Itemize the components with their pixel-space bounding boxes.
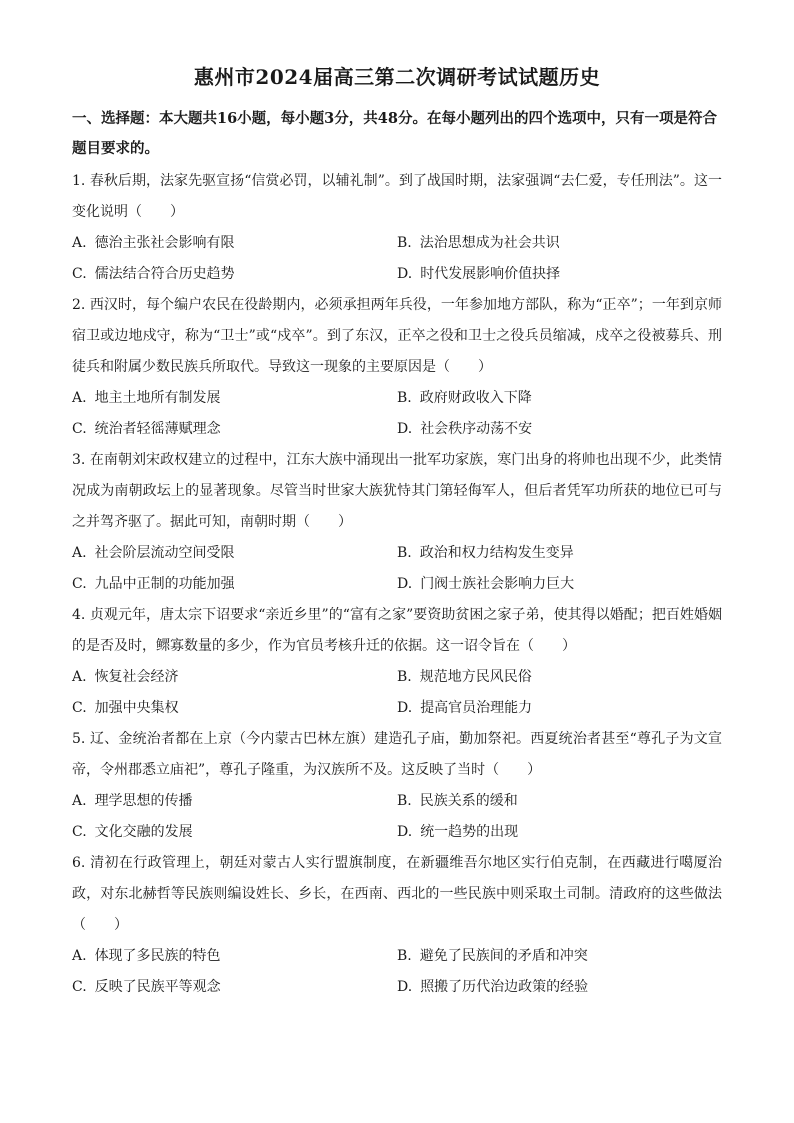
question-stem: 4. 贞观元年，唐太宗下诏要求“亲近乡里”的“富有之家”要资助贫困之家子弟，使其得以婚配；把百姓婚姻的是否及时，鳏寡数量的多少，作为官员考核升迁的依据。这一诏令旨在（ ）: [72, 607, 722, 654]
answer-options: [72, 228, 722, 290]
answer-options: [72, 941, 722, 1003]
option-text: 政治和权力结构发生变异: [419, 545, 574, 561]
question-3: [72, 445, 722, 600]
option-text: 理学思想的传播: [94, 793, 193, 809]
question-stem: 2. 西汉时，每个编户农民在役龄期内，必须承担两年兵役，一年参加地方部队，称为“正卒”；一年到京师宿卫或边地戍守，称为“卫士”或“戍卒”。到了东汉，正卒之役和卫士之役兵员缩减，戍卒之役被募兵、刑徒兵和附属少数民族兵所取代。导致这一现象的主要原因是（ ）: [72, 297, 722, 375]
answer-option: [72, 383, 397, 414]
option-letter: D.: [397, 266, 413, 282]
option-letter: B.: [397, 390, 412, 406]
option-letter: A.: [72, 235, 87, 251]
answer-option: [397, 538, 722, 569]
answer-option: [72, 228, 397, 259]
answer-options: [72, 383, 722, 445]
option-text: 统一趋势的出现: [420, 824, 519, 840]
section-header: 一、选择题：本大题共16小题，每小题3分，共48分。在每小题列出的四个选项中，只有一项是符合题目要求的。: [72, 110, 717, 157]
option-letter: D.: [397, 979, 413, 995]
page-title: 惠州市2024届高三第二次调研考试试题历史: [193, 65, 601, 89]
option-text: 恢复社会经济: [94, 669, 179, 685]
answer-options: [72, 538, 722, 600]
option-text: 德治主张社会影响有限: [94, 235, 235, 251]
option-text: 社会秩序动荡不安: [420, 421, 533, 437]
question-4: [72, 600, 722, 724]
option-letter: C.: [72, 979, 87, 995]
option-text: 照搬了历代治边政策的经验: [420, 979, 589, 995]
answer-option: [397, 383, 722, 414]
option-text: 时代发展影响价值抉择: [420, 266, 561, 282]
option-text: 门阀士族社会影响力巨大: [420, 576, 575, 592]
answer-option: [397, 569, 722, 600]
answer-option: [72, 972, 397, 1003]
option-text: 地主土地所有制发展: [94, 390, 221, 406]
option-text: 社会阶层流动空间受限: [94, 545, 235, 561]
option-text: 加强中央集权: [94, 700, 179, 716]
option-text: 避免了民族间的矛盾和冲突: [419, 948, 588, 964]
option-letter: C.: [72, 421, 87, 437]
option-text: 儒法结合符合历史趋势: [94, 266, 235, 282]
question-stem: 3. 在南朝刘宋政权建立的过程中，江东大族中涌现出一批军功家族，寒门出身的将帅也出现不少，此类情况成为南朝政坛上的显著现象。尽管当时世家大族犹恃其门第轻侮军人，但后者凭军功所获的地位已可与之并驾齐驱了。据此可知，南朝时期（ ）: [72, 452, 722, 530]
answer-option: [397, 941, 722, 972]
option-letter: A.: [72, 793, 87, 809]
exam-page: [72, 62, 722, 1003]
option-text: 体现了多民族的特色: [94, 948, 221, 964]
option-text: 民族关系的缓和: [419, 793, 518, 809]
option-letter: C.: [72, 576, 87, 592]
option-letter: A.: [72, 948, 87, 964]
answer-option: [397, 786, 722, 817]
answer-option: [397, 259, 722, 290]
answer-option: [397, 693, 722, 724]
answer-options: [72, 786, 722, 848]
question-2: [72, 290, 722, 445]
option-letter: D.: [397, 700, 413, 716]
option-letter: C.: [72, 824, 87, 840]
question-stem: 1. 春秋后期，法家先驱宣扬“信赏必罚，以辅礼制”。到了战国时期，法家强调“去仁爱，专任刑法”。这一变化说明（ ）: [72, 173, 722, 220]
option-letter: A.: [72, 545, 87, 561]
question-list: [72, 166, 722, 1003]
option-letter: D.: [397, 824, 413, 840]
answer-option: [72, 414, 397, 445]
option-letter: B.: [397, 235, 412, 251]
option-letter: C.: [72, 700, 87, 716]
answer-option: [72, 817, 397, 848]
question-1: [72, 166, 722, 290]
option-letter: D.: [397, 576, 413, 592]
option-text: 反映了民族平等观念: [94, 979, 221, 995]
option-text: 政府财政收入下降: [419, 390, 532, 406]
answer-option: [397, 817, 722, 848]
question-stem: 5. 辽、金统治者都在上京（今内蒙古巴林左旗）建造孔子庙，勤加祭祀。西夏统治者甚至“尊孔子为文宣帝，令州郡悉立庙祀”，尊孔子隆重，为汉族所不及。这反映了当时（ ）: [72, 731, 722, 778]
question-5: [72, 724, 722, 848]
question-6: [72, 848, 722, 1003]
answer-option: [72, 259, 397, 290]
question-stem: 6. 清初在行政管理上，朝廷对蒙古人实行盟旗制度，在新疆维吾尔地区实行伯克制，在西藏进行噶厦治政，对东北赫哲等民族则编设姓长、乡长，在西南、西北的一些民族中则采取土司制。清政府的这些做法（ ）: [72, 855, 722, 933]
option-letter: D.: [397, 421, 413, 437]
answer-option: [397, 972, 722, 1003]
answer-option: [72, 538, 397, 569]
answer-option: [72, 693, 397, 724]
answer-option: [72, 941, 397, 972]
answer-option: [72, 662, 397, 693]
option-letter: A.: [72, 669, 87, 685]
option-letter: B.: [397, 669, 412, 685]
option-text: 九品中正制的功能加强: [94, 576, 235, 592]
answer-option: [397, 662, 722, 693]
answer-option: [397, 414, 722, 445]
option-text: 法治思想成为社会共识: [419, 235, 560, 251]
option-text: 规范地方民风民俗: [419, 669, 532, 685]
answer-options: [72, 662, 722, 724]
answer-option: [397, 228, 722, 259]
option-letter: C.: [72, 266, 87, 282]
option-text: 统治者轻徭薄赋理念: [94, 421, 221, 437]
option-letter: B.: [397, 545, 412, 561]
answer-option: [72, 569, 397, 600]
answer-option: [72, 786, 397, 817]
option-letter: B.: [397, 948, 412, 964]
option-letter: B.: [397, 793, 412, 809]
option-text: 提高官员治理能力: [420, 700, 533, 716]
option-text: 文化交融的发展: [94, 824, 193, 840]
option-letter: A.: [72, 390, 87, 406]
